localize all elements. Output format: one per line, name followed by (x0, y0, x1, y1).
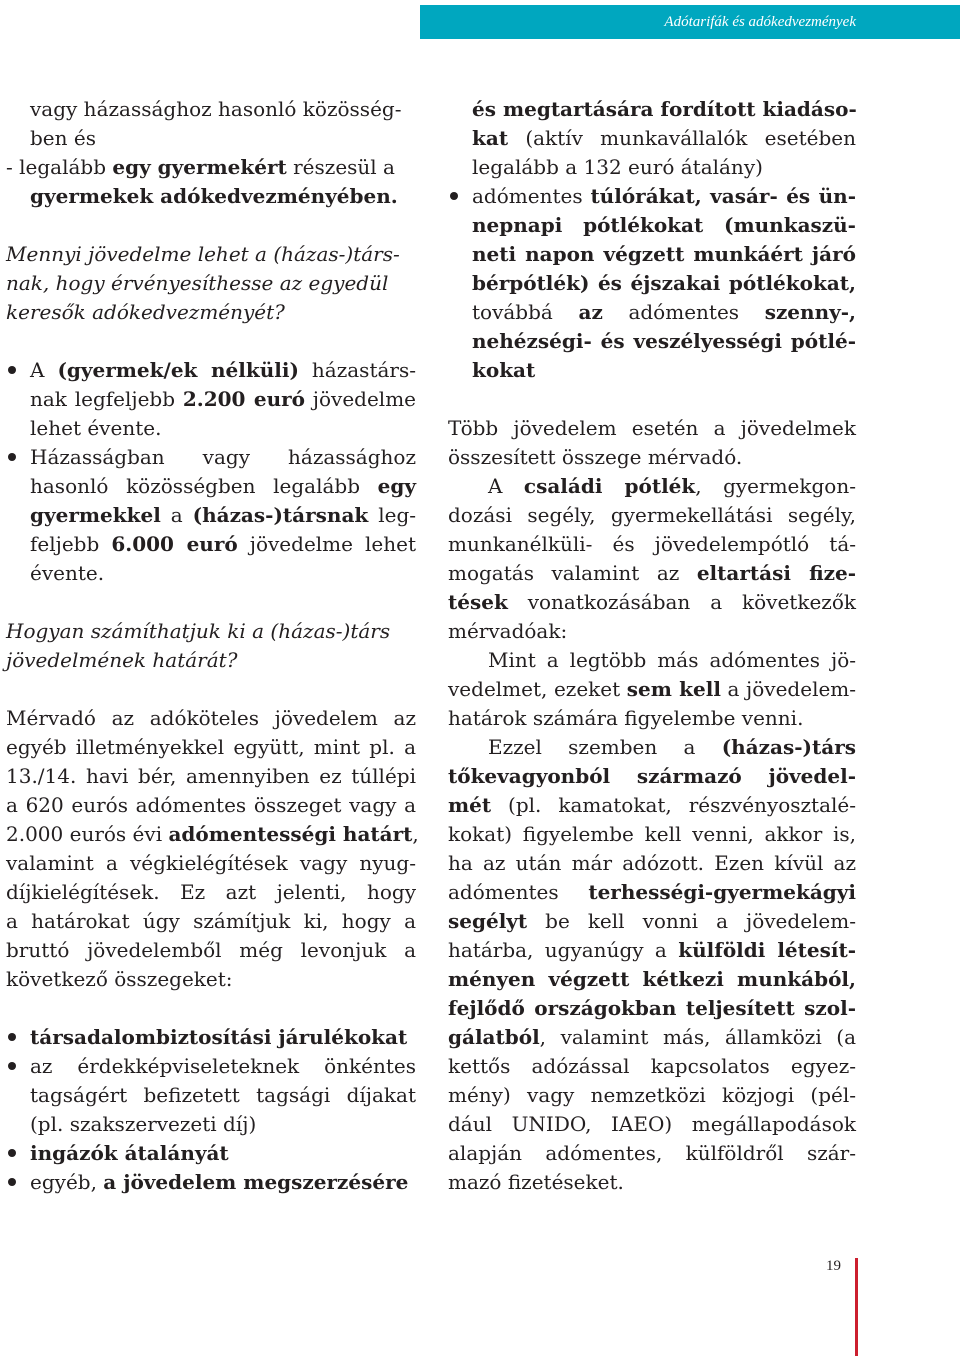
text-line: egyéb illetményekkel együtt, mint pl. a (6, 735, 416, 759)
text-line: hasonló közösségben legalább egy (30, 474, 416, 498)
text-line: nak legfeljebb 2.200 euró jövedelme (30, 387, 417, 411)
text-line: dozási segély, gyermekellátási segély, (448, 503, 856, 527)
text-line: munkanélküli- és jövedelempótló tá- (448, 532, 856, 556)
text-line: a 620 eurós adómentes összeget vagy a (6, 793, 416, 817)
text-line: kat (aktív munkavállalók esetében (472, 126, 856, 150)
text-line: továbbá az adómentes szenny-, (472, 300, 856, 324)
text-line: tések vonatkozásában a következők (448, 590, 856, 614)
bullet-item: az érdekképviseleteknek önkéntes (6, 1052, 416, 1081)
bullet-item: ingázók átalányát (6, 1139, 416, 1168)
question-heading: nak, hogy érvényesíthesse az egyedül (6, 271, 389, 295)
page-number: 19 (826, 1258, 841, 1274)
text-line: mény) vagy nemzetközi közjogi (pél- (448, 1083, 856, 1107)
text-line: adómentes terhességi-gyermekágyi (448, 880, 856, 904)
text-line: Mint a legtöbb más adómentes jö- (488, 648, 856, 672)
text-line: nehézségi- és veszélyességi pótlé- (472, 329, 856, 353)
bullet-item: társadalombiztosítási járulékokat (6, 1023, 416, 1052)
text-line: neti napon végzett munkáért járó (472, 242, 856, 266)
text-line: fejlődő országokban teljesített szol- (448, 996, 856, 1020)
text-line: 13./14. havi bér, amennyiben ez túllépi (6, 764, 416, 788)
text-line: határba, ugyanúgy a külföldi létesít- (448, 938, 856, 962)
text-line: vedelmet, ezeket sem kell a jövedelem- (448, 677, 857, 701)
left-column (6, 95, 419, 1197)
text-line: összesített összege mérvadó. (448, 445, 743, 469)
text-line: bruttó jövedelemből még levonjuk a (6, 938, 416, 962)
text-line: Több jövedelem esetén a jövedelmek (448, 416, 856, 440)
page-rule (855, 1258, 858, 1356)
text-line: tagságért befizetett tagsági díjakat (30, 1083, 416, 1107)
bullet-item: egyéb, a jövedelem megszerzésére (6, 1168, 416, 1197)
bullet-item: A (gyermek/ek nélküli) házastárs- (6, 356, 416, 385)
header-title: Adótarifák és adókedvezmények (664, 14, 856, 30)
text-line: - legalább egy gyermekért részesül a (6, 155, 395, 179)
right-column (448, 95, 856, 1197)
text-line: A családi pótlék, gyermekgon- (488, 474, 856, 498)
text-line: kokat (472, 358, 536, 382)
text-line: Mérvadó az adóköteles jövedelem az (6, 706, 416, 730)
text-line: 2.000 eurós évi adómentességi határt, (6, 822, 419, 846)
bullet-item: adómentes túlórákat, vasár- és ün- (448, 182, 856, 211)
text-line: segélyt be kell vonni a jövedelem- (448, 909, 856, 933)
text-line: mérvadóak: (448, 619, 568, 643)
text-line: díjkielégítések. Ez azt jelenti, hogy (6, 880, 416, 904)
text-line: ha az után már adózott. Ezen kívül az (448, 851, 856, 875)
question-heading: Hogyan számíthatjuk ki a (házas-)társ (6, 619, 391, 643)
text-line: bérpótlék) és éjszakai pótlékokat, (472, 271, 856, 295)
text-line: vagy házassághoz hasonló közösség- (30, 97, 402, 121)
text-line: mogatás valamint az eltartási fize- (448, 561, 856, 585)
text-line: mazó fizetéseket. (448, 1170, 624, 1194)
bullet-item: Házasságban vagy házassághoz (6, 443, 416, 472)
question-heading: Mennyi jövedelme lehet a (házas-)társ- (6, 242, 400, 266)
text-line: ben és (30, 126, 96, 150)
text-line: dául UNIDO, IAEO) megállapodások (448, 1112, 856, 1136)
text-line: lehet évente. (30, 416, 162, 440)
header-band (420, 5, 960, 39)
text-line: gyermekkel a (házas-)társnak leg- (30, 503, 416, 527)
text-line: mét (pl. kamatokat, részvényosztalé- (448, 793, 856, 817)
text-line: legalább a 132 euró átalány) (472, 155, 763, 179)
text-line: Ezzel szemben a (házas-)társ (488, 735, 856, 759)
text-line: alapján adómentes, külföldről szár- (448, 1141, 856, 1165)
text-line: (pl. szakszervezeti díj) (30, 1112, 257, 1136)
text-line: tőkevagyonból származó jövedel- (448, 764, 856, 788)
text-line: kokat) figyelembe kell venni, akkor is, (448, 822, 856, 846)
question-heading: jövedelmének határát? (6, 648, 238, 672)
text-line: határok számára figyelembe venni. (448, 706, 804, 730)
text-line: valamint a végkielégítések vagy nyug- (6, 851, 416, 875)
question-heading: keresők adókedvezményét? (6, 300, 285, 324)
text-line: ményen végzett kétkezi munkából, (448, 967, 856, 991)
text-line: gálatból, valamint más, államközi (a (448, 1025, 856, 1049)
text-line: következő összegeket: (6, 967, 233, 991)
text-line: évente. (30, 561, 105, 585)
text-line: és megtartására fordított kiadáso- (472, 97, 857, 121)
text-line: feljebb 6.000 euró jövedelme lehet (30, 532, 416, 556)
text-line: gyermekek adókedvezményében. (30, 184, 398, 208)
text-line: a határokat úgy számítjuk ki, hogy a (6, 909, 416, 933)
text-line: kettős adózással kapcsolatos egyez- (448, 1054, 856, 1078)
text-line: nepnapi pótlékokat (munkaszü- (472, 213, 856, 237)
